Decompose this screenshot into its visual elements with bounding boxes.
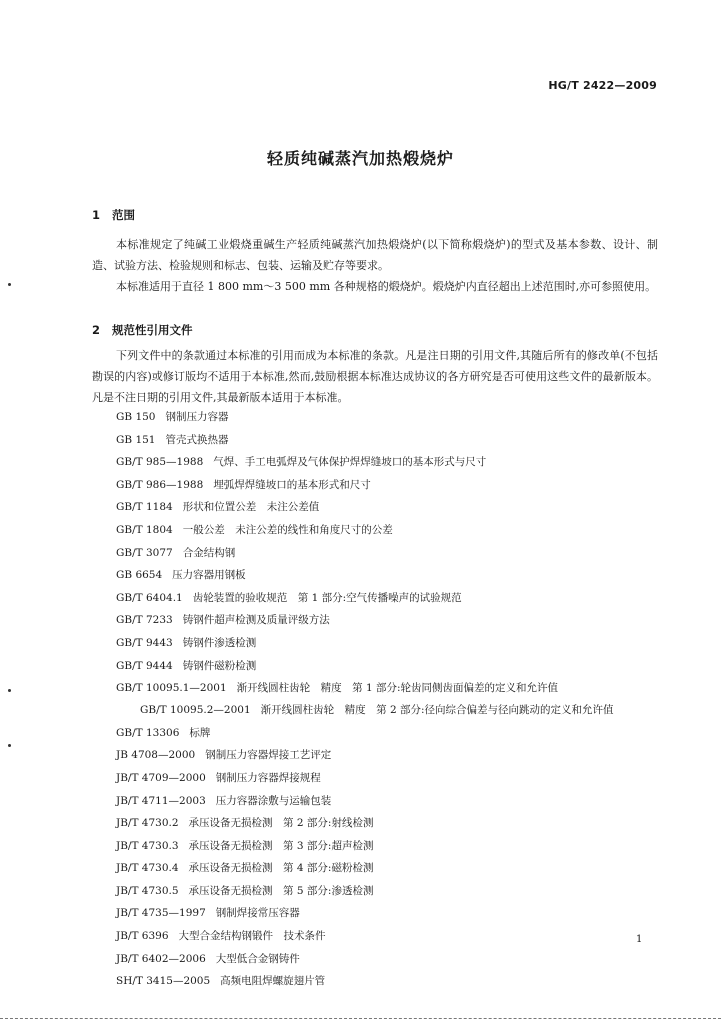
reference-code: JB/T 4730.2	[116, 817, 179, 830]
reference-item	[92, 857, 658, 880]
reference-title: 钢制压力容器	[165, 411, 229, 423]
scope-paragraph-2: 本标准适用于直径 1 800 mm～3 500 mm 各种规格的煅烧炉。煅烧炉内直径超出上述范围时,亦可参照使用。	[116, 280, 657, 293]
reference-code: GB/T 6404.1	[116, 591, 183, 604]
reference-title: 气焊、手工电弧焊及气体保护焊焊缝坡口的基本形式与尺寸	[213, 456, 487, 469]
reference-code: SH/T 3415—2005	[116, 975, 211, 988]
scope-paragraph-1: 本标准规定了纯碱工业煅烧重碱生产轻质纯碱蒸汽加热煅烧炉(以下简称煅烧炉)的型式及基本参数、设计、制造、试验方法、检验规则和标志、包装、运输及贮存等要求。	[92, 238, 658, 272]
reference-code: GB/T 7233	[116, 614, 173, 627]
reference-title: 渐开线圆柱齿轮 精度 第 2 部分:径向综合偏差与径向跳动的定义和允许值	[260, 703, 614, 716]
reference-code: GB/T 1184	[116, 501, 173, 514]
reference-item	[92, 451, 658, 474]
reference-item	[92, 835, 658, 858]
reference-code: JB 4708—2000	[116, 749, 196, 762]
reference-title: 承压设备无损检测 第 3 部分:超声检测	[188, 839, 374, 852]
reference-code: GB/T 13306	[116, 726, 180, 739]
section-number: 1	[92, 208, 101, 222]
reference-code: JB/T 6402—2006	[116, 952, 206, 965]
document-title: 轻质纯碱蒸汽加热煅烧炉	[266, 149, 454, 168]
reference-code: JB/T 4730.5	[116, 884, 179, 897]
reference-item	[92, 542, 658, 565]
reference-code: GB 151	[116, 433, 156, 446]
reference-title: 管壳式换热器	[165, 433, 229, 446]
reference-code: GB 150	[116, 411, 156, 423]
reference-title: 承压设备无损检测 第 4 部分:磁粉检测	[188, 862, 374, 875]
reference-code: GB/T 985—1988	[116, 456, 204, 469]
reference-title: 铸钢件渗透检测	[182, 636, 257, 649]
reference-item	[92, 948, 658, 971]
margin-mark	[8, 744, 11, 747]
reference-code: JB/T 4735—1997	[116, 907, 206, 920]
reference-code: JB/T 6396	[116, 930, 169, 943]
reference-code: GB/T 9443	[116, 636, 173, 649]
reference-item	[92, 722, 658, 745]
reference-title: 形状和位置公差 未注公差值	[182, 501, 320, 514]
reference-item	[92, 744, 658, 767]
reference-title: 承压设备无损检测 第 5 部分:渗透检测	[188, 884, 374, 897]
section-title: 规范性引用文件	[112, 323, 193, 337]
reference-title: 承压设备无损检测 第 2 部分:射线检测	[188, 817, 374, 830]
reference-code: JB/T 4711—2003	[116, 794, 206, 807]
reference-item	[92, 970, 658, 993]
margin-mark	[8, 283, 11, 286]
reference-title: 高频电阻焊螺旋翅片管	[220, 975, 326, 988]
reference-code: GB 6654	[116, 569, 163, 582]
page-bottom-edge	[0, 1018, 721, 1019]
reference-item	[92, 496, 658, 519]
reference-item	[92, 767, 658, 790]
reference-code: JB/T 4730.3	[116, 839, 179, 852]
reference-item	[92, 406, 658, 429]
reference-item	[92, 812, 658, 835]
reference-item	[92, 655, 658, 678]
reference-code: GB/T 10095.2—2001	[140, 703, 251, 716]
reference-title: 压力容器用钢板	[172, 569, 246, 582]
reference-item	[92, 519, 658, 542]
reference-code: GB/T 10095.1—2001	[116, 682, 227, 695]
reference-code: JB/T 4730.4	[116, 862, 179, 875]
reference-item	[92, 700, 658, 722]
section-heading-scope	[92, 207, 135, 223]
section-title: 范围	[112, 208, 135, 222]
reference-title: 铸钢件磁粉检测	[182, 659, 257, 672]
reference-title: 大型低合金钢铸件	[215, 952, 300, 965]
reference-title: 标牌	[189, 726, 211, 739]
reference-code: GB/T 3077	[116, 546, 173, 559]
reference-code: GB/T 986—1988	[116, 478, 204, 491]
reference-item	[92, 564, 658, 587]
reference-item	[92, 880, 658, 903]
reference-title: 压力容器涂敷与运输包装	[215, 794, 332, 807]
reference-item	[92, 902, 658, 925]
reference-title: 铸钢件超声检测及质量评级方法	[182, 614, 330, 627]
reference-list	[92, 406, 658, 993]
margin-mark	[8, 689, 11, 692]
reference-item	[92, 474, 658, 497]
reference-title: 齿轮装置的验收规范 第 1 部分:空气传播噪声的试验规范	[192, 591, 462, 604]
reference-item	[92, 790, 658, 813]
section-number: 2	[92, 323, 101, 337]
reference-title: 渐开线圆柱齿轮 精度 第 1 部分:轮齿同侧齿面偏差的定义和允许值	[236, 682, 559, 695]
reference-item	[92, 429, 658, 452]
reference-code: JB/T 4709—2000	[116, 771, 206, 784]
references-intro-paragraph: 下列文件中的条款通过本标准的引用而成为本标准的条款。凡是注日期的引用文件,其随后所有的修改单(不包括勘误的内容)或修订版均不适用于本标准,然而,鼓励根据本标准达成协议的各方研究是否可使用这些文件的最新版本。凡是不注日期的引用文件,其最新版本适用于本标准。	[92, 349, 658, 404]
standard-code: HG/T 2422—2009	[548, 79, 657, 92]
reference-item	[92, 677, 658, 700]
reference-title: 合金结构钢	[182, 546, 236, 559]
reference-title: 大型合金结构钢锻件 技术条件	[178, 930, 326, 943]
page-number: 1	[636, 934, 643, 945]
reference-title: 钢制焊接常压容器	[215, 907, 300, 920]
reference-title: 埋弧焊焊缝坡口的基本形式和尺寸	[213, 478, 371, 491]
reference-item	[92, 609, 658, 632]
reference-title: 钢制压力容器焊接工艺评定	[205, 749, 332, 762]
reference-code: GB/T 1804	[116, 523, 173, 536]
section-heading-normative-references	[92, 322, 193, 338]
reference-title: 钢制压力容器焊接规程	[215, 771, 321, 784]
reference-item	[92, 587, 658, 610]
reference-code: GB/T 9444	[116, 659, 173, 672]
reference-item	[92, 632, 658, 655]
reference-title: 一般公差 未注公差的线性和角度尺寸的公差	[182, 523, 393, 536]
reference-item	[92, 925, 658, 948]
